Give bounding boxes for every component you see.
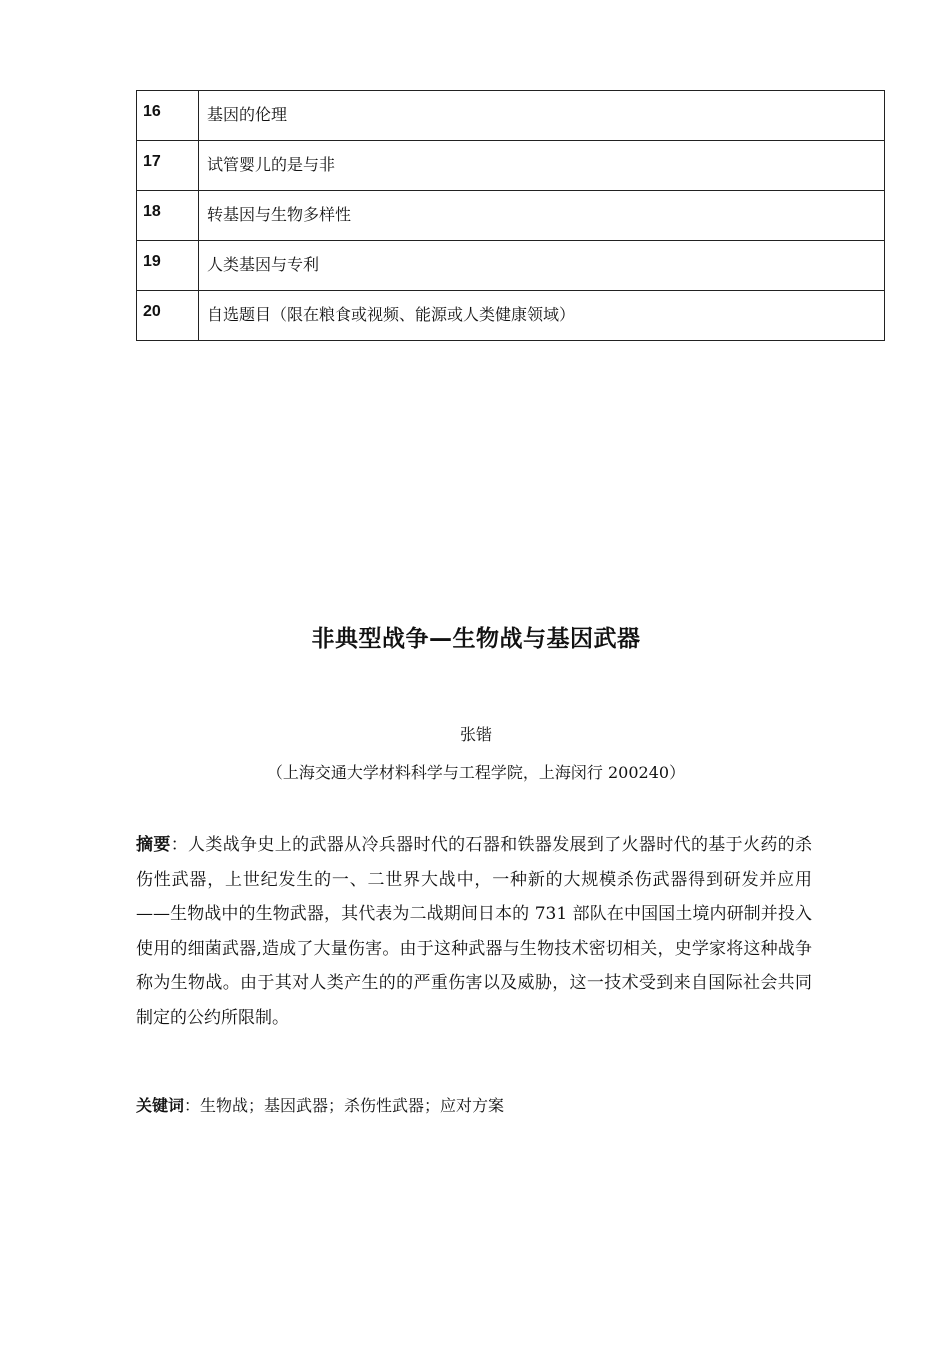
topic-number: 20 xyxy=(137,291,199,341)
keywords-text: 生物战；基因武器；杀伤性武器；应对方案 xyxy=(200,1096,505,1115)
abstract-label: 摘要 xyxy=(136,835,171,855)
abstract xyxy=(136,828,812,1035)
table-row xyxy=(137,291,885,341)
author-affiliation: （上海交通大学材料科学与工程学院，上海闵行 200240） xyxy=(266,763,686,782)
topics-table xyxy=(136,90,885,341)
topic-title: 转基因与生物多样性 xyxy=(199,191,885,241)
author-name: 张锴 xyxy=(459,725,492,744)
topic-number: 19 xyxy=(137,241,199,291)
topic-title: 基因的伦理 xyxy=(199,91,885,141)
topic-title: 试管婴儿的是与非 xyxy=(199,141,885,191)
keywords-label: 关键词 xyxy=(136,1096,185,1115)
table-row xyxy=(137,141,885,191)
table-row xyxy=(137,191,885,241)
table-row xyxy=(137,91,885,141)
table-row xyxy=(137,241,885,291)
topic-title: 自选题目（限在粮食或视频、能源或人类健康领域） xyxy=(199,291,885,341)
keywords xyxy=(136,1093,812,1119)
paper-title: 非典型战争—生物战与基因武器 xyxy=(311,626,641,652)
topic-number: 16 xyxy=(137,91,199,141)
topic-number: 17 xyxy=(137,141,199,191)
topic-title: 人类基因与专利 xyxy=(199,241,885,291)
abstract-separator: ： xyxy=(170,835,189,855)
topic-number: 18 xyxy=(137,191,199,241)
abstract-text: 人类战争史上的武器从冷兵器时代的石器和铁器发展到了火器时代的基于火药的杀伤性武器，上世纪发生的一、二世界大战中，一种新的大规模杀伤武器得到研发并应用——生物战中的生物武器，其代表为二战期间日本的 731 部队在中国国土境内研制并投入使用的细菌武器,造成了大量伤害。由于这种武器与生物技术密切相关，史学家将这种战争称为生物战。由于其对人类产生的的严重伤害以及威胁，这一技术受到来自国际社会共同制定的公约所限制。 xyxy=(136,835,813,1028)
keywords-separator: ： xyxy=(184,1096,201,1115)
